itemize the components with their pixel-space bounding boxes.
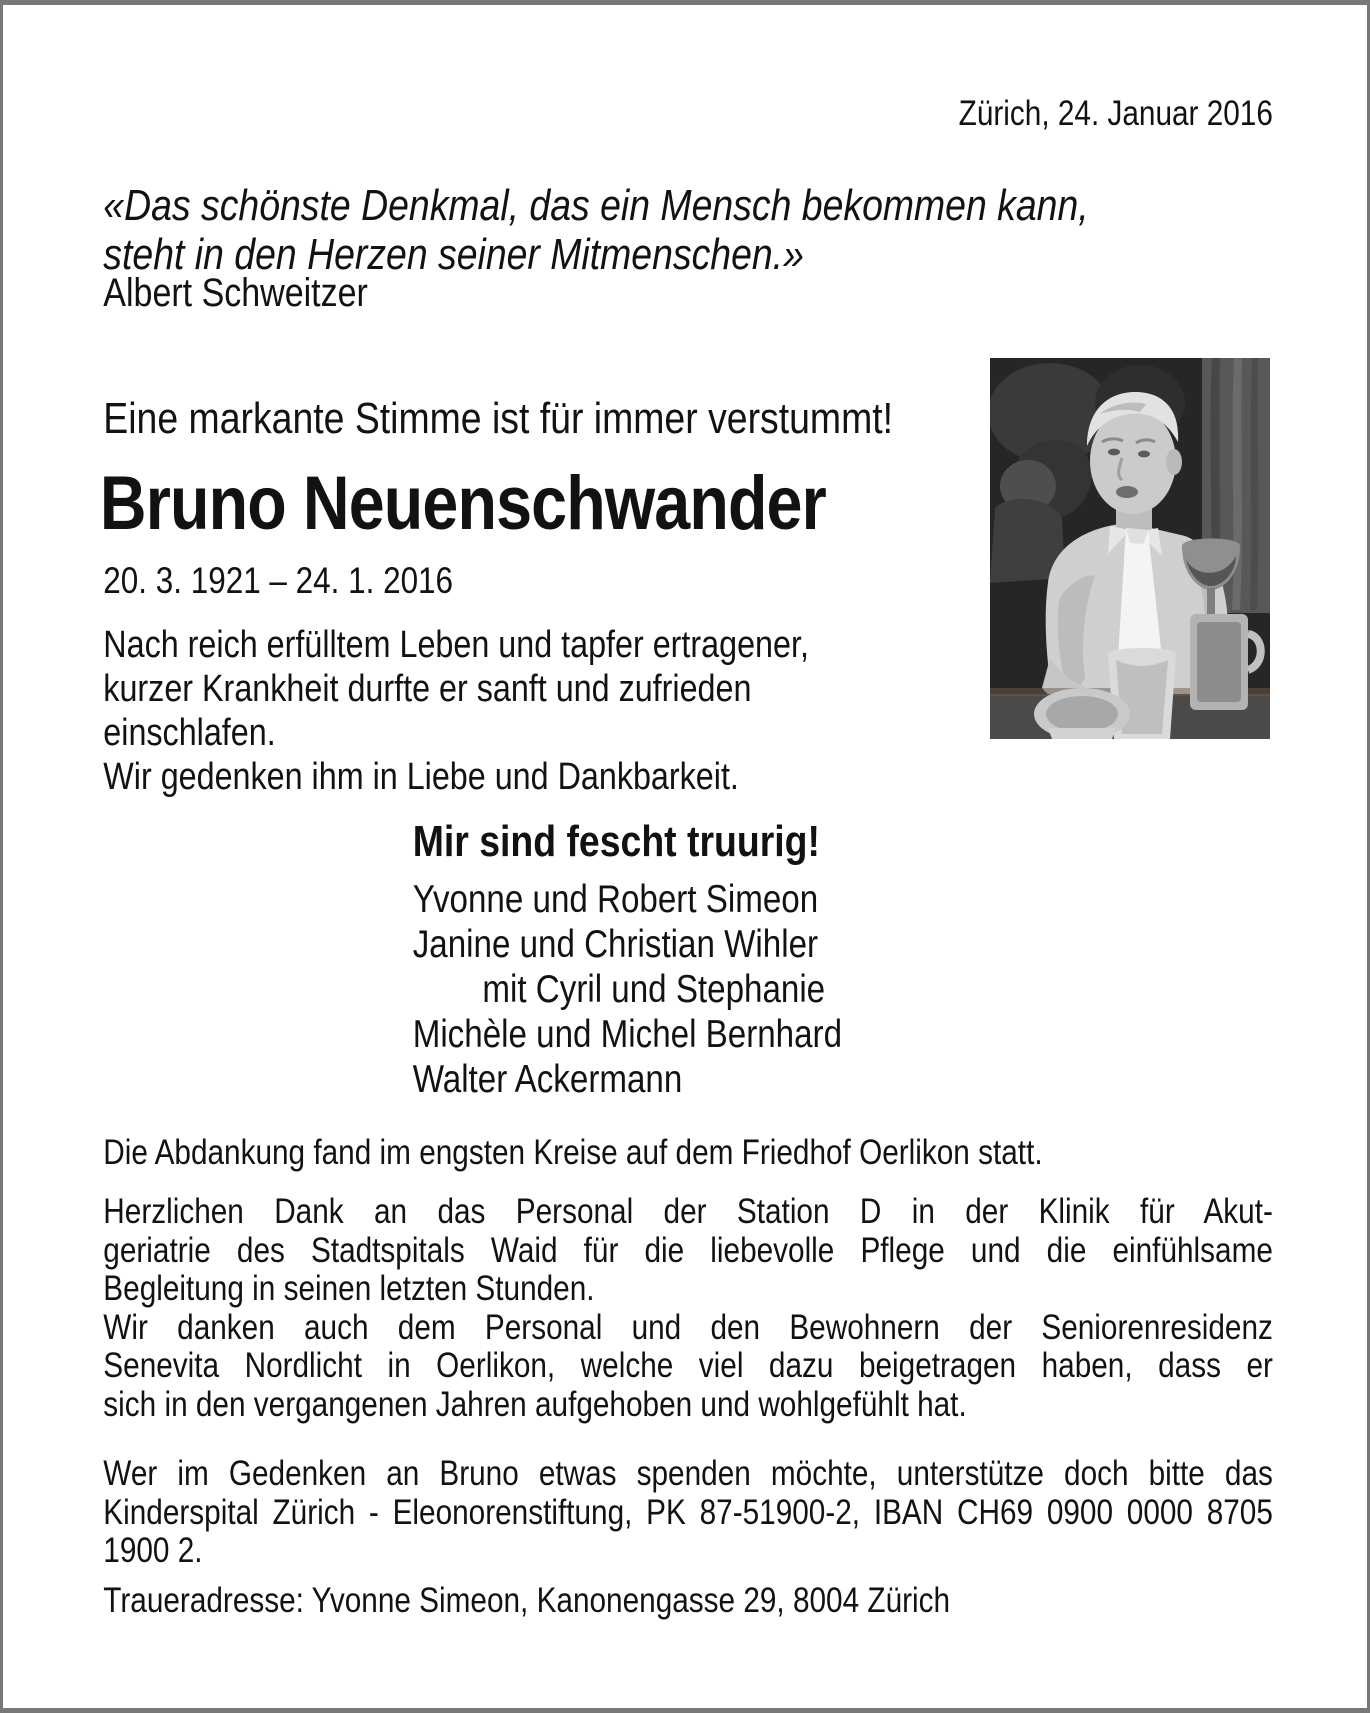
thanks-line: Begleitung in seinen letzten Stunden. — [103, 1269, 595, 1308]
mourner-name: Janine und Christian Wihler — [412, 923, 819, 966]
quote-attribution: Albert Schweitzer — [103, 271, 368, 315]
thanks-line: Wir danken auch dem Personal und den Bewohnern der Seniorenresidenz — [103, 1307, 1273, 1347]
quote-line: steht in den Herzen seiner Mitmenschen.» — [103, 230, 804, 279]
obituary-line: Nach reich erfülltem Leben und tapfer ertragener, — [103, 624, 809, 666]
mourning-address: Traueradresse: Yvonne Simeon, Kanonengasse 29, 8004 Zürich — [103, 1581, 951, 1620]
mourner-name: Walter Ackermann — [412, 1058, 683, 1101]
thanks-line: sich in den vergangenen Jahren aufgehoben und wohlgefühlt hat. — [103, 1384, 967, 1424]
quote-line: «Das schönste Denkmal, das ein Mensch bekommen kann, — [103, 181, 1089, 230]
mourners-list — [413, 877, 842, 1102]
mourner-name: mit Cyril und Stephanie — [482, 968, 826, 1011]
condolence-heading: Mir sind fescht truurig! — [412, 817, 820, 866]
life-dates: 20. 3. 1921 – 24. 1. 2016 — [103, 560, 454, 601]
donation-paragraph — [103, 1455, 1273, 1571]
donation-line: 1900 2. — [103, 1531, 203, 1570]
obituary-line: kurzer Krankheit durfte er sanft und zufrieden — [103, 668, 752, 710]
portrait-photo — [990, 358, 1270, 739]
obituary-line: einschlafen. — [103, 712, 276, 754]
thanks-line: Herzlichen Dank an das Personal der Station D in der Klinik für Akut- — [103, 1192, 1273, 1231]
portrait-photo-illustration — [990, 358, 1270, 739]
thanks-line: Senevita Nordlicht in Oerlikon, welche viel dazu beigetragen haben, dass er — [103, 1346, 1273, 1385]
thanks-line: geriatrie des Stadtspitals Waid für die liebevolle Pflege und die einfühlsame — [103, 1230, 1273, 1270]
deceased-name: Bruno Neuenschwander — [99, 461, 826, 546]
funeral-note: Die Abdankung fand im engsten Kreise auf dem Friedhof Oerlikon statt. — [103, 1133, 1043, 1172]
thanks-paragraph — [103, 1193, 1273, 1424]
donation-line: Wer im Gedenken an Bruno etwas spenden möchte, unterstütze doch bitte das — [103, 1454, 1273, 1493]
memorial-quote — [103, 181, 1088, 279]
obituary-line: Wir gedenken ihm in Liebe und Dankbarkeit. — [103, 756, 739, 798]
donation-line: Kinderspital Zürich - Eleonorenstiftung, PK 87-51900-2, IBAN CH69 0900 0000 8705 — [103, 1492, 1273, 1532]
dateline: Zürich, 24. Januar 2016 — [958, 94, 1273, 133]
mourner-name: Michèle und Michel Bernhard — [412, 1013, 843, 1056]
text-layer — [3, 5, 1370, 1713]
obituary-text — [103, 623, 809, 799]
mourner-name: Yvonne und Robert Simeon — [412, 878, 819, 921]
announcement-lead: Eine markante Stimme ist für immer verstummt! — [103, 394, 894, 443]
